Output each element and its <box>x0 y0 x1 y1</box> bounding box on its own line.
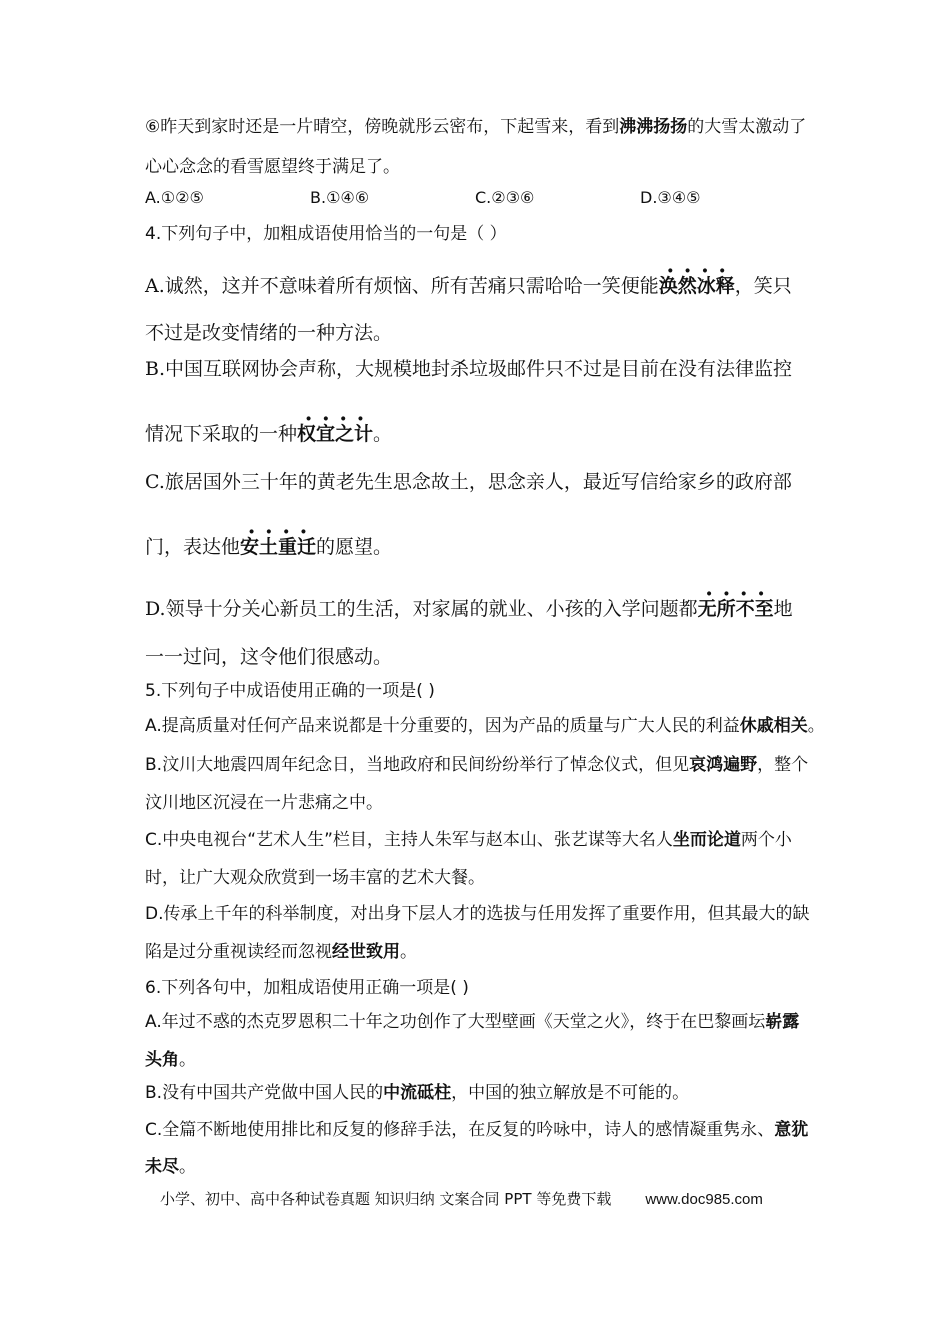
q6-stem: 6.下列各句中，加粗成语使用正确一项是( ) <box>145 978 469 998</box>
q5-option-d-line2: 陷是过分重视读经而忽视经世致用。 <box>145 942 417 962</box>
q3-option-6-line1: ⑥昨天到家时还是一片晴空，傍晚就彤云密布，下起雪来，看到沸沸扬扬的大雪太激动了 <box>145 117 807 137</box>
q4-option-b-line2: 情况下采取的一种· · · · 权宜之计。 <box>145 425 392 444</box>
q4-option-a-line2: 不过是改变情绪的一种方法。 <box>145 322 393 344</box>
q4-option-c-line1: C.旅居国外三十年的黄老先生思念故土，思念亲人，最近写信给家乡的政府部 <box>145 471 792 493</box>
bold-idiom: 坐而论道 <box>672 830 741 850</box>
bold-idiom: · · · · 权宜之计 <box>297 425 373 444</box>
q5-stem: 5.下列句子中成语使用正确的一项是( ) <box>145 681 435 701</box>
page-footer <box>160 1192 763 1207</box>
q5-option-a: A.提高质量对任何产品来说都是十分重要的，因为产品的质量与广大人民的利益休戚相关。 <box>145 716 825 736</box>
q6-option-a-line1: A.年过不惑的杰克罗恩积二十年之功创作了大型壁画《天堂之火》，终于在巴黎画坛崭露 <box>145 1012 800 1032</box>
q4-option-c-line2: 门，表达他· · · · 安土重迁的愿望。 <box>145 538 392 557</box>
bold-idiom: 未尽 <box>145 1157 179 1177</box>
q5-option-b-line2: 汶川地区沉浸在一片悲痛之中。 <box>145 793 383 813</box>
q5-option-c-line2: 时，让广大观众欣赏到一场丰富的艺术大餐。 <box>145 868 485 888</box>
bold-idiom: 经世致用 <box>332 942 400 962</box>
q6-option-b: B.没有中国共产党做中国人民的中流砥柱，中国的独立解放是不可能的。 <box>145 1083 690 1103</box>
bold-idiom: · · · · 涣然冰释 <box>659 277 735 296</box>
bold-idiom: · · · · 安土重迁 <box>240 538 316 557</box>
q5-option-b-line1: B.汶川大地震四周年纪念日，当地政府和民间纷纷举行了悼念仪式，但见哀鸿遍野，整个 <box>145 755 809 775</box>
bold-idiom: 休戚相关 <box>739 716 808 736</box>
q4-option-d-line1: D.领导十分关心新员工的生活，对家属的就业、小孩的入学问题都· · · · 无所不至地 <box>145 600 793 619</box>
q5-option-c-line1: C.中央电视台“艺术人生”栏目，主持人朱军与赵本山、张艺谋等大名人坐而论道两个小 <box>145 830 792 850</box>
q4-stem: 4.下列句子中，加粗成语使用恰当的一句是（ ） <box>145 224 507 244</box>
bold-idiom: 崭露 <box>765 1012 800 1032</box>
q4-option-a-line1: A.诚然，这并不意味着所有烦恼、所有苦痛只需哈哈一笑便能· · · · 涣然冰释，笑只 <box>145 277 792 296</box>
footer-site: www.doc985.com <box>645 1191 763 1208</box>
q6-option-a-line2: 头角。 <box>145 1050 196 1070</box>
q4-option-b-line1: B.中国互联网协会声称，大规模地封杀垃圾邮件只不过是目前在没有法律监控 <box>145 358 793 380</box>
q6-option-c-line1: C.全篇不断地使用排比和反复的修辞手法，在反复的吟咏中，诗人的感情凝重隽永、意犹 <box>145 1120 809 1140</box>
q6-option-c-line2: 未尽。 <box>145 1157 196 1177</box>
q5-option-d-line1: D.传承上千年的科举制度，对出身下层人才的选拔与任用发挥了重要作用，但其最大的缺 <box>145 904 810 924</box>
bold-idiom: 意犹 <box>774 1120 809 1140</box>
bold-idiom: 中流砥柱 <box>383 1083 452 1103</box>
bold-idiom: · · · · 无所不至 <box>698 600 774 619</box>
bold-idiom: 头角 <box>145 1050 179 1070</box>
bold-idiom: 哀鸿遍野 <box>689 755 758 775</box>
q4-option-d-line2: 一一过问，这令他们很感动。 <box>145 646 393 668</box>
bold-idiom: 沸沸扬扬 <box>619 117 688 137</box>
footer-text: 小学、初中、高中各种试卷真题 知识归纳 文案合同 PPT 等免费下载 <box>160 1190 612 1208</box>
q3-choice-d: D.③④⑤ <box>640 188 701 207</box>
q3-option-6-line2: 心心念念的看雪愿望终于满足了。 <box>145 157 400 177</box>
q3-choice-c: C.②③⑥ <box>475 188 535 207</box>
q3-choice-a: A.①②⑤ <box>145 188 204 207</box>
q3-choice-b: B.①④⑥ <box>310 188 370 207</box>
